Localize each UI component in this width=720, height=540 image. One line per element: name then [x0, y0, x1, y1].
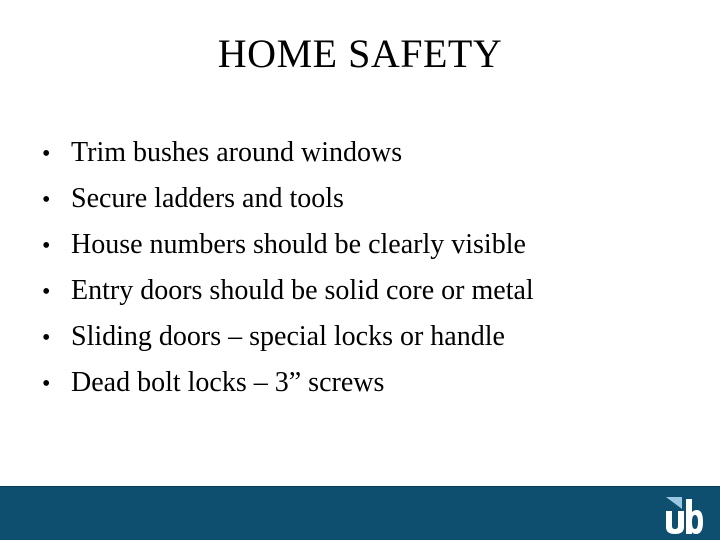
list-item [42, 314, 534, 360]
bullet-list [42, 130, 534, 406]
list-item [42, 130, 534, 176]
slide-title: HOME SAFETY [217, 31, 503, 76]
footer-bar [0, 486, 720, 540]
bullet-text: Secure ladders and tools [71, 183, 344, 214]
bullet-text: House numbers should be clearly visible [71, 229, 526, 260]
list-item [42, 268, 534, 314]
logo-letter-u [666, 511, 684, 534]
ub-logo-icon [664, 495, 704, 535]
bullet-icon: • [42, 279, 51, 305]
bullet-text: Dead bolt locks – 3” screws [71, 367, 385, 398]
bullet-icon: • [42, 187, 51, 213]
bullet-icon: • [42, 371, 51, 397]
bullet-icon: • [42, 141, 51, 167]
list-item [42, 176, 534, 222]
bullet-text: Entry doors should be solid core or metal [71, 275, 534, 306]
list-item [42, 360, 534, 406]
bullet-icon: • [42, 233, 51, 259]
logo-accent-shape [666, 497, 682, 509]
bullet-text: Trim bushes around windows [71, 137, 403, 168]
bullet-icon: • [42, 325, 51, 351]
bullet-text: Sliding doors – special locks or handle [71, 321, 505, 352]
logo-letter-b [686, 499, 703, 534]
list-item [42, 222, 534, 268]
